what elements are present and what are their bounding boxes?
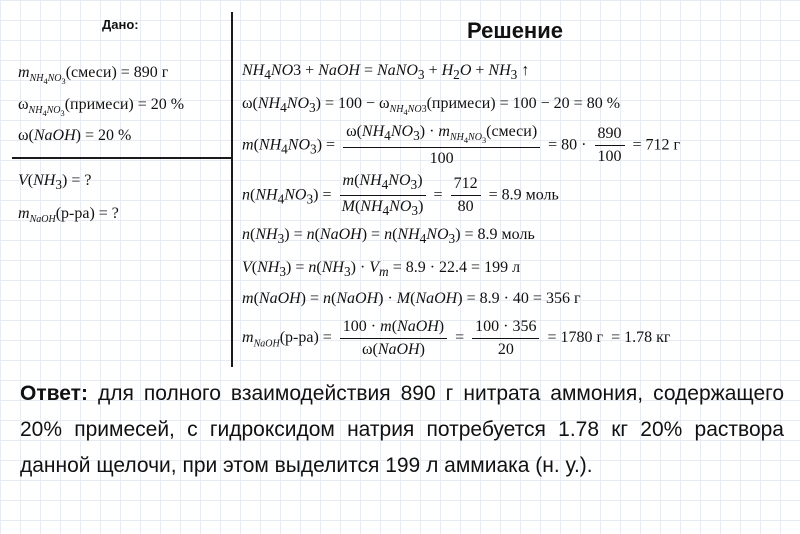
equation-volume: $V(NH_3) = n(NH_3) \cdot V_m = 8.9 \cdot 22.4 = 199$ л — [242, 259, 521, 280]
solution-heading: Решение — [467, 18, 563, 43]
find-solution-mass: $m_{NaOH}(р-ра)$ = ? — [18, 205, 119, 226]
equation-moles: $n(NH_4NO_3)$ = $\frac{m(NH_4NO_3)}{M(NH_4NO_3)}$ = $\frac{712}{80}$ = 8.9 моль — [242, 172, 559, 219]
horizontal-divider — [12, 157, 232, 159]
given-heading: Дано: — [102, 17, 139, 32]
given-line-naoh: ω(NaOH) = 20 % — [18, 127, 132, 144]
find-volume: $V(NH_3)$ = ? — [18, 172, 92, 193]
equation-purity: $\omega(NH_4NO_3) = 100$ − $\omega_{NH_4NO3}(примеси) = 100 - 20 = 80$ % — [242, 95, 621, 118]
equation-reaction: $NH_4NO3$ + NaOH = NaNO$_3$ + $H_2O + NH_3$ ↑ — [242, 62, 530, 83]
given-line-mass: $m_{NH_4NO_3}(смеси) = 890$ г — [18, 64, 169, 87]
equation-naoh-mass: m(NaOH) = n(NaOH) · M(NaOH) = 8.9 · 40 = 356 г — [242, 290, 581, 307]
equation-mole-equality: $n(NH_3)$ = n(NaOH) = $n(NH_4NO_3) = 8.9$ моль — [242, 226, 535, 247]
answer-paragraph — [20, 376, 784, 484]
equation-pure-mass: $m(NH_4NO_3)$ = $\frac{\omega(NH_4NO_3) \cdot m_{NH_4NO_3}(смеси)}{100}$ = 80 · $\frac{890}{100}$ = 712 г — [242, 123, 681, 168]
equation-solution-mass: $m_{NaOH}(р-ра)$ = $\frac{\text{100 · m(NaOH)}}{\text{ω(NaOH)}}$ = $\frac{100 \cdot 356}{20}$ = 1780 г = 1.78 кг — [242, 318, 671, 358]
answer-text: для полного взаимодействия 890 г нитрата аммония, содержащего 20% примесей, с гидроксидом натрия потребуется 1.78 кг 20% раствора данной щелочи, при этом выделится 199 л аммиака (н. у.). — [20, 382, 784, 477]
vertical-divider — [231, 12, 233, 367]
answer-label: Ответ: — [20, 382, 88, 405]
given-line-impurity: $\omega_{NH_4NO_3}(примеси) = 20$ % — [18, 96, 185, 119]
